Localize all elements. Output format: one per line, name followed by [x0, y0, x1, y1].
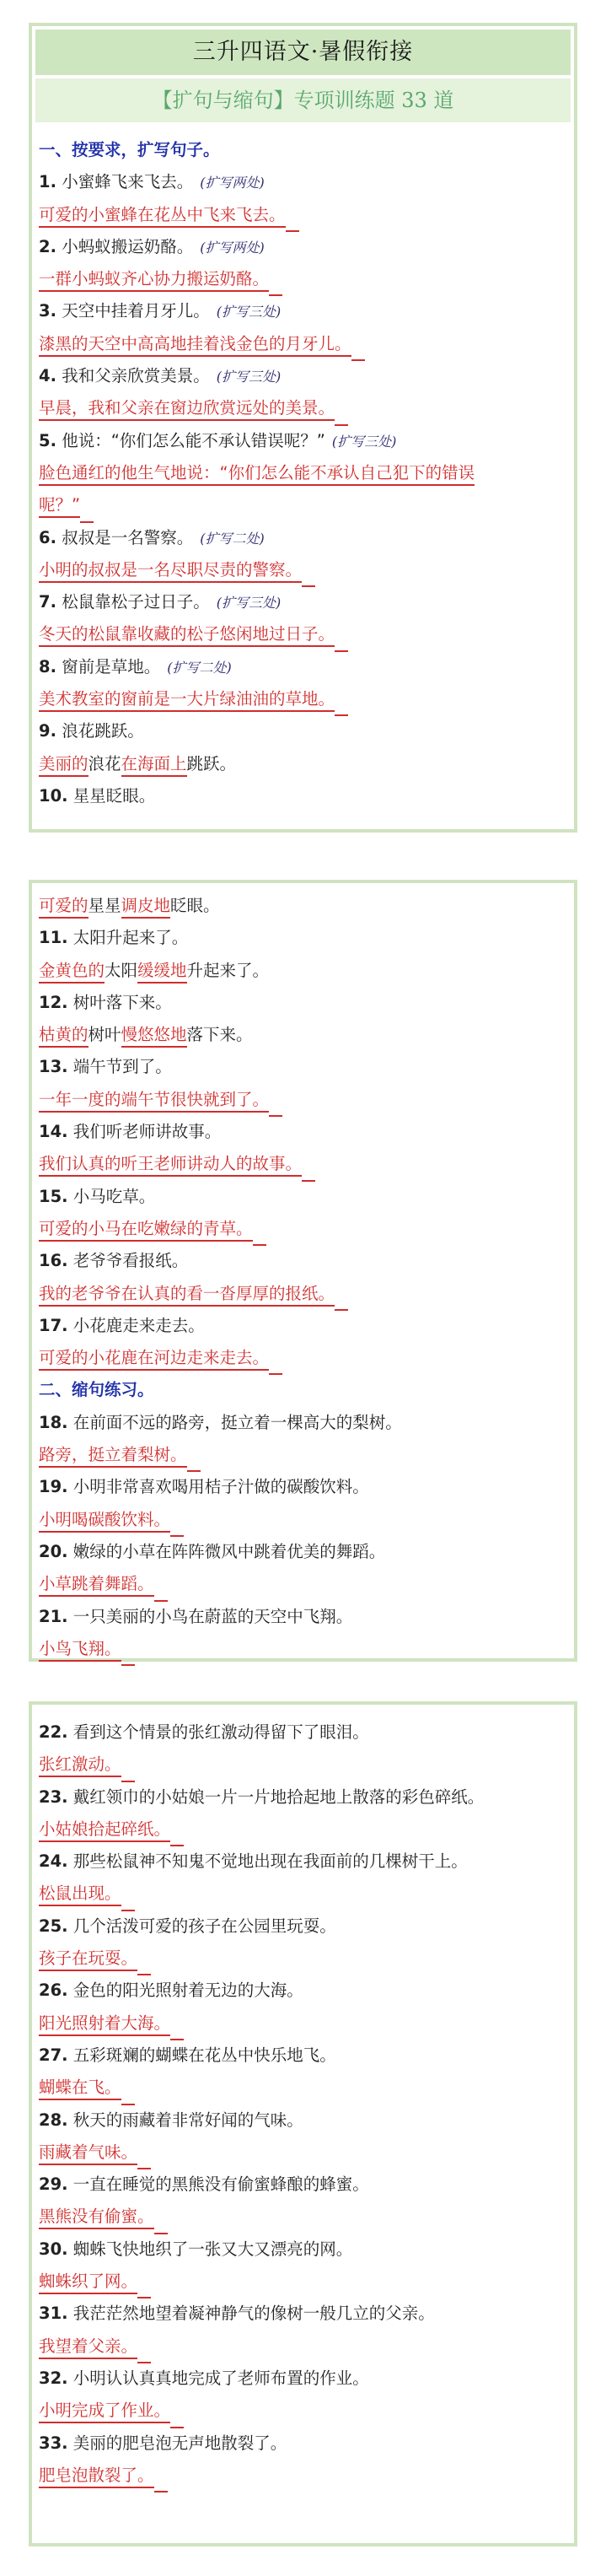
question-22: 22. 看到这个情景的张红激动得留下了眼泪。	[39, 1722, 369, 1742]
answer-28: 雨藏着气味。	[39, 2137, 574, 2169]
answer-21: 小鸟飞翔。	[39, 1633, 574, 1665]
question-21: 21. 一只美丽的小鸟在蔚蓝的天空中飞翔。	[39, 1606, 353, 1626]
question-31: 31. 我茫茫然地望着凝神静气的像树一般几立的父亲。	[39, 2304, 435, 2324]
answer-30: 蜘蛛织了网。	[39, 2266, 574, 2298]
answer-9: 美丽的浪花在海面上跳跃。	[39, 748, 574, 780]
question-33: 33. 美丽的肥皂泡无声地散裂了。	[39, 2433, 287, 2453]
question-12: 12. 树叶落下来。	[39, 992, 172, 1012]
question-13: 13. 端午节到了。	[39, 1057, 172, 1077]
page-2-content	[32, 883, 574, 1665]
answer-29: 黑熊没有偷蜜。	[39, 2201, 574, 2233]
answer-10: 可爱的星星调皮地眨眼。	[39, 890, 574, 922]
answer-3: 漆黑的天空中高高地挂着浅金色的月牙儿。	[39, 328, 574, 360]
answer-5-line1: 脸色通红的他生气地说：“你们怎么能不承认自己犯下的错误	[39, 457, 574, 489]
page-3-content	[32, 1705, 574, 2492]
answer-26: 阳光照射着大海。	[39, 2007, 574, 2040]
answer-20: 小草跳着舞蹈。	[39, 1568, 574, 1600]
answer-25: 孩子在玩耍。	[39, 1943, 574, 1975]
section-heading-shrink: 二、缩句练习。	[39, 1380, 154, 1400]
question-5: 5. 他说：“你们怎么能不承认错误呢？” (扩写三处)	[39, 430, 397, 450]
question-25: 25. 几个活泼可爱的孩子在公园里玩耍。	[39, 1916, 336, 1936]
answer-24: 松鼠出现。	[39, 1878, 574, 1910]
question-8: 8. 窗前是草地。 (扩写二处)	[39, 656, 232, 676]
answer-2: 一群小蚂蚁齐心协力搬运奶酪。	[39, 263, 574, 295]
question-23: 23. 戴红领巾的小姑娘一片一片地拾起地上散落的彩色碎纸。	[39, 1786, 485, 1807]
question-4: 4. 我和父亲欣赏美景。 (扩写三处)	[39, 366, 282, 386]
answer-31: 我望着父亲。	[39, 2331, 574, 2363]
question-24: 24. 那些松鼠神不知鬼不觉地出现在我面前的几棵树干上。	[39, 1851, 468, 1872]
question-17: 17. 小花鹿走来走去。	[39, 1315, 205, 1335]
answer-22: 张红激动。	[39, 1749, 574, 1781]
answer-8: 美术教室的窗前是一大片绿油油的草地。	[39, 683, 574, 715]
expand-section	[32, 122, 574, 812]
answer-23: 小姑娘拾起碎纸。	[39, 1813, 574, 1846]
question-32: 32. 小明认认真真地完成了老师布置的作业。	[39, 2368, 369, 2388]
answer-4: 早晨，我和父亲在窗边欣赏远处的美景。	[39, 392, 574, 424]
question-11: 11. 太阳升起来了。	[39, 928, 189, 948]
question-2: 2. 小蚂蚁搬运奶酪。 (扩写两处)	[39, 236, 265, 256]
answer-11: 金黄色的太阳缓缓地升起来了。	[39, 955, 574, 987]
question-18: 18. 在前面不远的路旁，挺立着一棵高大的梨树。	[39, 1412, 402, 1432]
worksheet-page-3	[29, 1701, 577, 2546]
section-heading-expand: 一、按要求，扩写句子。	[39, 140, 220, 159]
question-7: 7. 松鼠靠松子过日子。 (扩写三处)	[39, 592, 282, 612]
answer-16: 我的老爷爷在认真的看一沓厚厚的报纸。	[39, 1278, 574, 1310]
answer-32: 小明完成了作业。	[39, 2395, 574, 2427]
question-27: 27. 五彩斑斓的蝴蝶在花丛中快乐地飞。	[39, 2045, 336, 2065]
question-1: 1. 小蜜蜂飞来飞去。 (扩写两处)	[39, 172, 265, 192]
question-10: 10. 星星眨眼。	[39, 785, 156, 806]
answer-6: 小明的叔叔是一名尽职尽责的警察。	[39, 554, 574, 586]
question-28: 28. 秋天的雨藏着非常好闻的气味。	[39, 2110, 303, 2130]
question-29: 29. 一直在睡觉的黑熊没有偷蜜蜂酿的蜂蜜。	[39, 2175, 369, 2195]
question-19: 19. 小明非常喜欢喝用桔子汁做的碳酸饮料。	[39, 1477, 369, 1497]
question-15: 15. 小马吃草。	[39, 1186, 156, 1206]
answer-33: 肥皂泡散裂了。	[39, 2460, 574, 2492]
answer-27: 蝴蝶在飞。	[39, 2072, 574, 2104]
page-subtitle: 【扩句与缩句】专项训练题 33 道	[35, 78, 571, 122]
answer-15: 可爱的小马在吃嫩绿的青草。	[39, 1213, 574, 1245]
answer-18: 路旁，挺立着梨树。	[39, 1439, 574, 1471]
question-6: 6. 叔叔是一名警察。 (扩写二处)	[39, 527, 265, 547]
answer-17: 可爱的小花鹿在河边走来走去。	[39, 1342, 574, 1374]
worksheet-page-1	[29, 23, 577, 833]
answer-5-line2: 呢？”	[39, 489, 574, 521]
page-title: 三升四语文·暑假衔接	[35, 30, 571, 75]
answer-1: 可爱的小蜜蜂在花丛中飞来飞去。	[39, 199, 574, 231]
answer-19: 小明喝碳酸饮料。	[39, 1504, 574, 1536]
answer-14: 我们认真的听王老师讲动人的故事。	[39, 1148, 574, 1180]
question-20: 20. 嫩绿的小草在阵阵微风中跳着优美的舞蹈。	[39, 1541, 386, 1561]
answer-7: 冬天的松鼠靠收藏的松子悠闲地过日子。	[39, 618, 574, 650]
worksheet-page-2	[29, 880, 577, 1662]
answer-12: 枯黄的树叶慢悠悠地落下来。	[39, 1019, 574, 1051]
question-26: 26. 金色的阳光照射着无边的大海。	[39, 1981, 303, 2001]
question-30: 30. 蜘蛛飞快地织了一张又大又漂亮的网。	[39, 2239, 353, 2259]
question-16: 16. 老爷爷看报纸。	[39, 1251, 189, 1271]
answer-13: 一年一度的端午节很快就到了。	[39, 1084, 574, 1116]
question-14: 14. 我们听老师讲故事。	[39, 1122, 222, 1142]
question-9: 9. 浪花跳跃。	[39, 721, 144, 741]
question-3: 3. 天空中挂着月牙儿。 (扩写三处)	[39, 301, 282, 321]
